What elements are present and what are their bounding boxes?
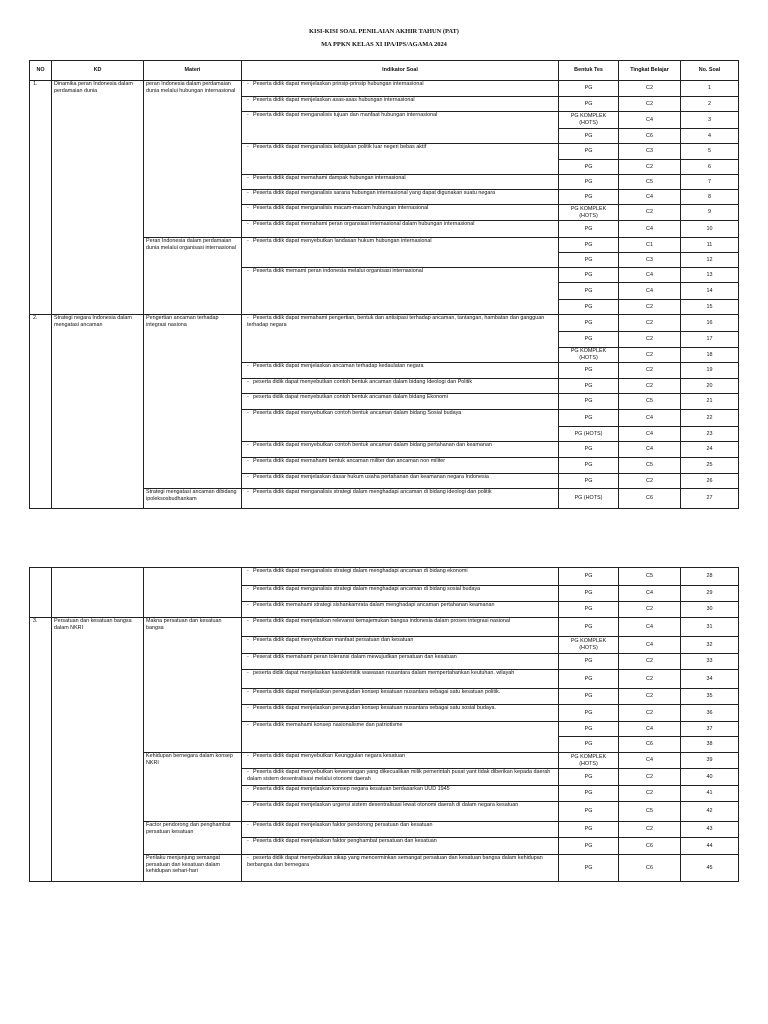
no-soal-cell: 1	[681, 81, 739, 97]
tingkat-belajar-cell: C4	[619, 190, 681, 205]
tingkat-belajar-cell: C5	[619, 458, 681, 474]
bullet-dash: -	[247, 394, 249, 400]
bullet-dash: -	[247, 268, 249, 274]
indikator-text: peserta didik dapat menyebutkan sikap yang mencerminkan semangat persatuan dan kesatuan bangsa dalam kehidupan berbangsa dan bernegara	[247, 855, 543, 868]
bullet-dash: -	[247, 689, 249, 695]
bullet-dash: -	[247, 618, 249, 624]
tingkat-belajar-cell: C2	[619, 822, 681, 838]
indikator-cell	[242, 363, 559, 379]
bentuk-tes-cell: PG	[559, 268, 619, 283]
bullet-dash: -	[247, 410, 249, 416]
indikator-cell	[242, 769, 559, 786]
no-soal-cell: 5	[681, 144, 739, 160]
indikator-cell	[242, 654, 559, 670]
tingkat-belajar-cell: C6	[619, 855, 681, 882]
indikator-text: Peserta didik dapat menjelaskan asas-asas hubungan internasional	[253, 97, 415, 103]
no-soal-cell: 23	[681, 427, 739, 442]
header-no: NO	[30, 61, 52, 81]
materi-cell: Factor pendorong dan penghambat persatuan kesatuan	[144, 822, 242, 855]
no-soal-cell: 15	[681, 300, 739, 315]
no-soal-cell: 11	[681, 238, 739, 253]
bentuk-tes-cell: PG	[559, 315, 619, 332]
indikator-cell	[242, 637, 559, 654]
indikator-cell	[242, 144, 559, 175]
table-header-row	[30, 61, 739, 81]
indikator-text: Peserta didik dapat menjelaskan relevansi kemajemukan bangsa indonesia dalam proses integrasi nasional	[253, 618, 511, 624]
bentuk-tes-cell: PG	[559, 160, 619, 175]
header-tingkat-belajar: Tingkat Belajar	[619, 61, 681, 81]
header-no-soal: No. Soal	[681, 61, 739, 81]
tingkat-belajar-cell: C2	[619, 81, 681, 97]
bentuk-tes-cell: PG	[559, 221, 619, 238]
bentuk-tes-cell: PG KOMPLEK (HOTS)	[559, 753, 619, 769]
materi-cell: peran Indonesia dalam perdamaian dunia melalui hubungan internasional	[144, 81, 242, 238]
tingkat-belajar-cell: C5	[619, 802, 681, 822]
indikator-text: Peserta didik dapat menganalisis tujuan dan manfaat hubungan internasional	[253, 112, 438, 118]
bentuk-tes-cell: PG (HOTS)	[559, 427, 619, 442]
indikator-cell	[242, 97, 559, 112]
no-soal-cell: 12	[681, 253, 739, 268]
indikator-text: Peserta didik dapat menjelaskan faktor penghambat persatuan dan kesatuan	[253, 838, 437, 844]
indikator-text: Peserta didik dapat memahami dampak hubungan internasional	[253, 175, 406, 181]
indikator-text: Peserta didik dapat menyebutkan manfaat persatuan dan kesatuan	[253, 637, 414, 643]
no-soal-cell: 8	[681, 190, 739, 205]
indikator-cell	[242, 175, 559, 190]
tingkat-belajar-cell: C2	[619, 348, 681, 363]
tingkat-belajar-cell: C2	[619, 300, 681, 315]
no-soal-cell: 39	[681, 753, 739, 769]
indikator-cell	[242, 190, 559, 205]
bullet-dash: -	[247, 474, 249, 480]
tingkat-belajar-cell: C5	[619, 568, 681, 586]
indikator-text: Peserta didik dapat menjelaskan konsep negara kesatuan berdasarkan UUD 1945	[253, 786, 450, 792]
no-soal-cell: 40	[681, 769, 739, 786]
no-soal-cell: 32	[681, 637, 739, 654]
no-soal-cell: 44	[681, 838, 739, 855]
indikator-cell	[242, 753, 559, 769]
tingkat-belajar-cell: C1	[619, 238, 681, 253]
bentuk-tes-cell: PG	[559, 81, 619, 97]
bullet-dash: -	[247, 602, 249, 608]
bentuk-tes-cell: PG KOMPLEK (HOTS)	[559, 205, 619, 221]
bentuk-tes-cell: PG	[559, 618, 619, 637]
no-soal-cell: 29	[681, 586, 739, 602]
bentuk-tes-cell: PG	[559, 190, 619, 205]
bentuk-tes-cell: PG	[559, 238, 619, 253]
bentuk-tes-cell: PG (HOTS)	[559, 489, 619, 509]
tingkat-belajar-cell: C6	[619, 129, 681, 144]
indikator-text: peserta didik dapat menjelaskan karakteristik wawasan nusantara dalam mempertahankan keutuhan. wilayah	[253, 670, 515, 676]
no-soal-cell: 16	[681, 315, 739, 332]
indikator-cell	[242, 315, 559, 363]
bentuk-tes-cell: PG	[559, 586, 619, 602]
indikator-cell	[242, 112, 559, 144]
tingkat-belajar-cell: C6	[619, 737, 681, 753]
header-indikator: Indikator Soal	[242, 61, 559, 81]
indikator-cell	[242, 722, 559, 753]
header-materi: Materi	[144, 61, 242, 81]
indikator-cell	[242, 618, 559, 637]
materi-cell: Perilaku menjunjung semangat persatuan dan kesatuan dalam kehidupan sehari-hari	[144, 855, 242, 882]
indikator-cell	[242, 238, 559, 268]
bentuk-tes-cell: PG	[559, 602, 619, 618]
bullet-dash: -	[247, 769, 249, 775]
indikator-text: Peserta didik dapat menjelaskan ancaman terhadap kedaulatan negara	[253, 363, 424, 369]
indikator-text: Peserta didik memahami strategi sishankamrata dalam menghadapi ancaman pertahanan keamanan	[253, 602, 495, 608]
bullet-dash: -	[247, 144, 249, 150]
bullet-dash: -	[247, 442, 249, 448]
indikator-cell	[242, 689, 559, 705]
indikator-cell	[242, 602, 559, 618]
tingkat-belajar-cell: C4	[619, 753, 681, 769]
indikator-text: Peserta didik dapat menyebutkan landasan hukum hubungan internasional	[253, 238, 432, 244]
no-soal-cell: 22	[681, 410, 739, 427]
no-soal-cell: 6	[681, 160, 739, 175]
bullet-dash: -	[247, 489, 249, 495]
tingkat-belajar-cell: C4	[619, 618, 681, 637]
indikator-cell	[242, 705, 559, 722]
no-soal-cell: 34	[681, 670, 739, 689]
no-soal-cell: 26	[681, 474, 739, 489]
bentuk-tes-cell: PG	[559, 379, 619, 394]
indikator-cell	[242, 205, 559, 221]
indikator-text: Peserta didik dapat menjelaskan perwujudan konsep kesatuan nusantara sebagai satu kesatuan politik.	[253, 689, 501, 695]
bullet-dash: -	[247, 238, 249, 244]
header-bentuk-tes: Bentuk Tes	[559, 61, 619, 81]
bentuk-tes-cell: PG	[559, 822, 619, 838]
bullet-dash: -	[247, 379, 249, 385]
kisi-kisi-table-page-2	[29, 567, 739, 882]
indikator-text: Peserat didik memahami peran toleransi dalam mewujudkan persatuan dan kesatuan	[253, 654, 457, 660]
bentuk-tes-cell: PG	[559, 175, 619, 190]
materi-cell: Pengertian ancaman terhadap integrasi nasiona	[144, 315, 242, 489]
row-number-cell: 3.	[30, 618, 52, 882]
no-soal-cell: 45	[681, 855, 739, 882]
indikator-text: Peserta didik dapat menyebutkan contoh bentuk ancaman dalam bidang Sosial budaya	[253, 410, 462, 416]
materi-cell: Strategi mengatasi ancaman dibidang ipoleksosbudhankam	[144, 489, 242, 509]
indikator-text: Peserta didik dapat menjelaskan urgensi sistem desentralisasi lewat otonomi daerah di dalam negara kesatuan	[253, 802, 519, 808]
no-soal-cell: 41	[681, 786, 739, 802]
bullet-dash: -	[247, 97, 249, 103]
bullet-dash: -	[247, 205, 249, 211]
bullet-dash: -	[247, 81, 249, 87]
indikator-cell	[242, 489, 559, 509]
bentuk-tes-cell: PG	[559, 97, 619, 112]
tingkat-belajar-cell: C4	[619, 410, 681, 427]
no-soal-cell: 14	[681, 283, 739, 300]
bullet-dash: -	[247, 753, 249, 759]
tingkat-belajar-cell: C4	[619, 283, 681, 300]
tingkat-belajar-cell: C2	[619, 670, 681, 689]
indikator-cell	[242, 838, 559, 855]
bentuk-tes-cell: PG KOMPLEK (HOTS)	[559, 637, 619, 654]
bentuk-tes-cell: PG	[559, 394, 619, 410]
bentuk-tes-cell: PG	[559, 568, 619, 586]
table-row	[30, 315, 739, 332]
table-row	[30, 81, 739, 97]
tingkat-belajar-cell: C2	[619, 474, 681, 489]
no-soal-cell: 31	[681, 618, 739, 637]
no-soal-cell: 18	[681, 348, 739, 363]
document-title: KISI-KISI SOAL PENILAIAN AKHIR TAHUN (PAT)	[309, 28, 459, 35]
indikator-text: Peserta didik dapat menyebutkan contoh bentuk ancaman dalam bidang pertahanan dan keamanan	[253, 442, 492, 448]
bentuk-tes-cell: PG	[559, 300, 619, 315]
bullet-dash: -	[247, 112, 249, 118]
indikator-text: Peserta didik dapat menjelaskan perwujudan konsep kesatuan nusantara sebagai satu sosial budaya.	[253, 705, 497, 711]
indikator-text: peserta didik dapat menyebutkan contoh bentuk ancaman dalam bidang Ekonomi	[253, 394, 448, 400]
kd-cell: Dinamika peran Indonesia dalam perdamaian dunia	[52, 81, 144, 315]
document-subtitle: MA PPKN KELAS XI IPA/IPS/AGAMA 2024	[321, 41, 447, 48]
indikator-text: Peserta didik dapat memahami peran organsiasi internasional dalam hubungan internasional	[253, 221, 475, 227]
bentuk-tes-cell: PG	[559, 769, 619, 786]
bullet-dash: -	[247, 705, 249, 711]
no-soal-cell: 33	[681, 654, 739, 670]
tingkat-belajar-cell: C2	[619, 97, 681, 112]
no-soal-cell: 28	[681, 568, 739, 586]
bullet-dash: -	[247, 822, 249, 828]
tingkat-belajar-cell: C2	[619, 363, 681, 379]
indikator-cell	[242, 855, 559, 882]
indikator-text: Peserta didik dapat menyebutkan Keunggulan negara kesatuan	[253, 753, 405, 759]
bentuk-tes-cell: PG	[559, 855, 619, 882]
bullet-dash: -	[247, 786, 249, 792]
bullet-dash: -	[247, 654, 249, 660]
indikator-text: Peserta didik dapat memahami pengertian, bentuk dan antisipasi terhadap ancaman, tantangan, hambatan dan gangguan terhadap negara	[247, 315, 545, 328]
row-number-cell: 1.	[30, 81, 52, 315]
bentuk-tes-cell: PG	[559, 129, 619, 144]
bullet-dash: -	[247, 722, 249, 728]
bentuk-tes-cell: PG	[559, 253, 619, 268]
bullet-dash: -	[247, 568, 249, 574]
bullet-dash: -	[247, 221, 249, 227]
indikator-text: Peserta didik dapat menjelaskan prinsip-prinsip hubungan internasional	[253, 81, 424, 87]
no-soal-cell: 21	[681, 394, 739, 410]
tingkat-belajar-cell: C4	[619, 112, 681, 129]
tingkat-belajar-cell: C5	[619, 175, 681, 190]
bullet-dash: -	[247, 315, 249, 321]
indikator-text: Peserta didik dapat menganalisis macam-macam hubungan internasional	[253, 205, 429, 211]
bullet-dash: -	[247, 637, 249, 643]
bentuk-tes-cell: PG	[559, 722, 619, 737]
tingkat-belajar-cell: C4	[619, 221, 681, 238]
table-row	[30, 568, 739, 586]
no-soal-cell: 20	[681, 379, 739, 394]
no-soal-cell: 24	[681, 442, 739, 458]
indikator-text: Peserta didik dapat menjelaskan faktor pendorong persatuan dan kesatuan	[253, 822, 433, 828]
indikator-cell	[242, 670, 559, 689]
materi-cell: Makna persatuan dan kesatuan bangsa	[144, 618, 242, 753]
indikator-cell	[242, 81, 559, 97]
indikator-cell	[242, 586, 559, 602]
no-soal-cell: 9	[681, 205, 739, 221]
no-soal-cell: 19	[681, 363, 739, 379]
tingkat-belajar-cell: C2	[619, 315, 681, 332]
no-soal-cell: 42	[681, 802, 739, 822]
indikator-cell	[242, 410, 559, 442]
tingkat-belajar-cell: C3	[619, 253, 681, 268]
bullet-dash: -	[247, 458, 249, 464]
tingkat-belajar-cell: C2	[619, 379, 681, 394]
no-soal-cell: 25	[681, 458, 739, 474]
tingkat-belajar-cell: C6	[619, 489, 681, 509]
bentuk-tes-cell: PG	[559, 802, 619, 822]
tingkat-belajar-cell: C2	[619, 160, 681, 175]
bentuk-tes-cell: PG	[559, 363, 619, 379]
tingkat-belajar-cell: C4	[619, 637, 681, 654]
tingkat-belajar-cell: C2	[619, 205, 681, 221]
bentuk-tes-cell: PG	[559, 332, 619, 348]
no-soal-cell: 27	[681, 489, 739, 509]
no-soal-cell: 10	[681, 221, 739, 238]
indikator-cell	[242, 221, 559, 238]
bentuk-tes-cell: PG	[559, 144, 619, 160]
indikator-text: Peserta didik memahami konsep nasionalisme dan patriotisme	[253, 722, 403, 728]
bentuk-tes-cell: PG	[559, 283, 619, 300]
bullet-dash: -	[247, 586, 249, 592]
bentuk-tes-cell: PG	[559, 689, 619, 705]
indikator-cell	[242, 458, 559, 474]
indikator-text: Peserta didik dapat menganalisis sarana hubungan internasional yang dapat digunakan suatu negara	[253, 190, 496, 196]
row-number-cell: 2.	[30, 315, 52, 509]
no-soal-cell: 38	[681, 737, 739, 753]
indikator-text: Peserta didik dapat menganalisis strategi dalam menghadapi ancaman di bidang ekonomi	[253, 568, 468, 574]
row-number-cell	[30, 568, 52, 618]
tingkat-belajar-cell: C2	[619, 602, 681, 618]
no-soal-cell: 37	[681, 722, 739, 737]
indikator-cell	[242, 394, 559, 410]
tingkat-belajar-cell: C4	[619, 442, 681, 458]
bentuk-tes-cell: PG	[559, 654, 619, 670]
kd-cell: Persatuan dan kesatuan bangsa dalam NKRI	[52, 618, 144, 882]
no-soal-cell: 43	[681, 822, 739, 838]
no-soal-cell: 7	[681, 175, 739, 190]
indikator-text: Peserta didik dapat menganalisis strategi dalam menghadapi ancaman di bidang ideologi dan politik	[253, 489, 492, 495]
materi-cell	[144, 568, 242, 618]
bullet-dash: -	[247, 363, 249, 369]
bentuk-tes-cell: PG KOMPLEK (HOTS)	[559, 348, 619, 363]
table-row	[30, 618, 739, 637]
indikator-cell	[242, 442, 559, 458]
indikator-cell	[242, 474, 559, 489]
materi-cell: Peran Indonesia dalam perdamaian dunia melalui organisasi internasional	[144, 238, 242, 315]
kd-cell	[52, 568, 144, 618]
bentuk-tes-cell: PG KOMPLEK (HOTS)	[559, 112, 619, 129]
indikator-cell	[242, 786, 559, 802]
indikator-text: Peserta didik memami peran indonesia melalui organisasi internasional	[253, 268, 423, 274]
no-soal-cell: 36	[681, 705, 739, 722]
tingkat-belajar-cell: C4	[619, 586, 681, 602]
bullet-dash: -	[247, 190, 249, 196]
tingkat-belajar-cell: C2	[619, 705, 681, 722]
no-soal-cell: 30	[681, 602, 739, 618]
no-soal-cell: 4	[681, 129, 739, 144]
bentuk-tes-cell: PG	[559, 737, 619, 753]
bentuk-tes-cell: PG	[559, 670, 619, 689]
bullet-dash: -	[247, 855, 249, 861]
no-soal-cell: 3	[681, 112, 739, 129]
indikator-cell	[242, 822, 559, 838]
no-soal-cell: 2	[681, 97, 739, 112]
indikator-text: Peserta didik dapat menganalisis kebijakan politik luar negeri bebas aktif	[253, 144, 427, 150]
bentuk-tes-cell: PG	[559, 442, 619, 458]
tingkat-belajar-cell: C2	[619, 769, 681, 786]
kd-cell: Strategi negara Indonesia dalam mengatasi ancaman	[52, 315, 144, 509]
tingkat-belajar-cell: C2	[619, 786, 681, 802]
kisi-kisi-table-page-1	[29, 60, 739, 509]
no-soal-cell: 35	[681, 689, 739, 705]
indikator-text: Peserta didik dapat menyebutkan kewenangan yang dikecualikan milik pemerintah pusat yant tidak diberikan kepada daerah dalam sistem desentralisasi melalui otonomi daerah	[247, 769, 551, 782]
no-soal-cell: 17	[681, 332, 739, 348]
bentuk-tes-cell: PG	[559, 410, 619, 427]
bentuk-tes-cell: PG	[559, 458, 619, 474]
tingkat-belajar-cell: C5	[619, 394, 681, 410]
bullet-dash: -	[247, 670, 249, 676]
tingkat-belajar-cell: C4	[619, 268, 681, 283]
tingkat-belajar-cell: C3	[619, 144, 681, 160]
indikator-cell	[242, 802, 559, 822]
indikator-text: Peserta didik dapat menjelaskan dasar hukum usaha pertahanan dan keamanan negara Indonesia	[253, 474, 489, 480]
indikator-cell	[242, 379, 559, 394]
indikator-text: Peserta didik dapat menganalisis strategi dalam menghadapi ancaman di bidang sosial budaya	[253, 586, 481, 592]
bentuk-tes-cell: PG	[559, 705, 619, 722]
indikator-text: Peserta didik dapat memahami bentuk ancaman militer dan ancaman non militer	[253, 458, 446, 464]
tingkat-belajar-cell: C2	[619, 332, 681, 348]
indikator-cell	[242, 268, 559, 315]
bullet-dash: -	[247, 175, 249, 181]
indikator-text: peserta didik dapat menyebutkan contoh bentuk ancaman dalam bidang Ideologi dan Politik	[253, 379, 473, 385]
bullet-dash: -	[247, 838, 249, 844]
tingkat-belajar-cell: C2	[619, 654, 681, 670]
tingkat-belajar-cell: C2	[619, 689, 681, 705]
header-kd: KD	[52, 61, 144, 81]
bullet-dash: -	[247, 802, 249, 808]
tingkat-belajar-cell: C6	[619, 838, 681, 855]
tingkat-belajar-cell: C4	[619, 427, 681, 442]
indikator-cell	[242, 568, 559, 586]
no-soal-cell: 13	[681, 268, 739, 283]
materi-cell: Kehidupan bernegara dalam konsep NKRI	[144, 753, 242, 822]
tingkat-belajar-cell: C4	[619, 722, 681, 737]
bentuk-tes-cell: PG	[559, 474, 619, 489]
bentuk-tes-cell: PG	[559, 838, 619, 855]
bentuk-tes-cell: PG	[559, 786, 619, 802]
